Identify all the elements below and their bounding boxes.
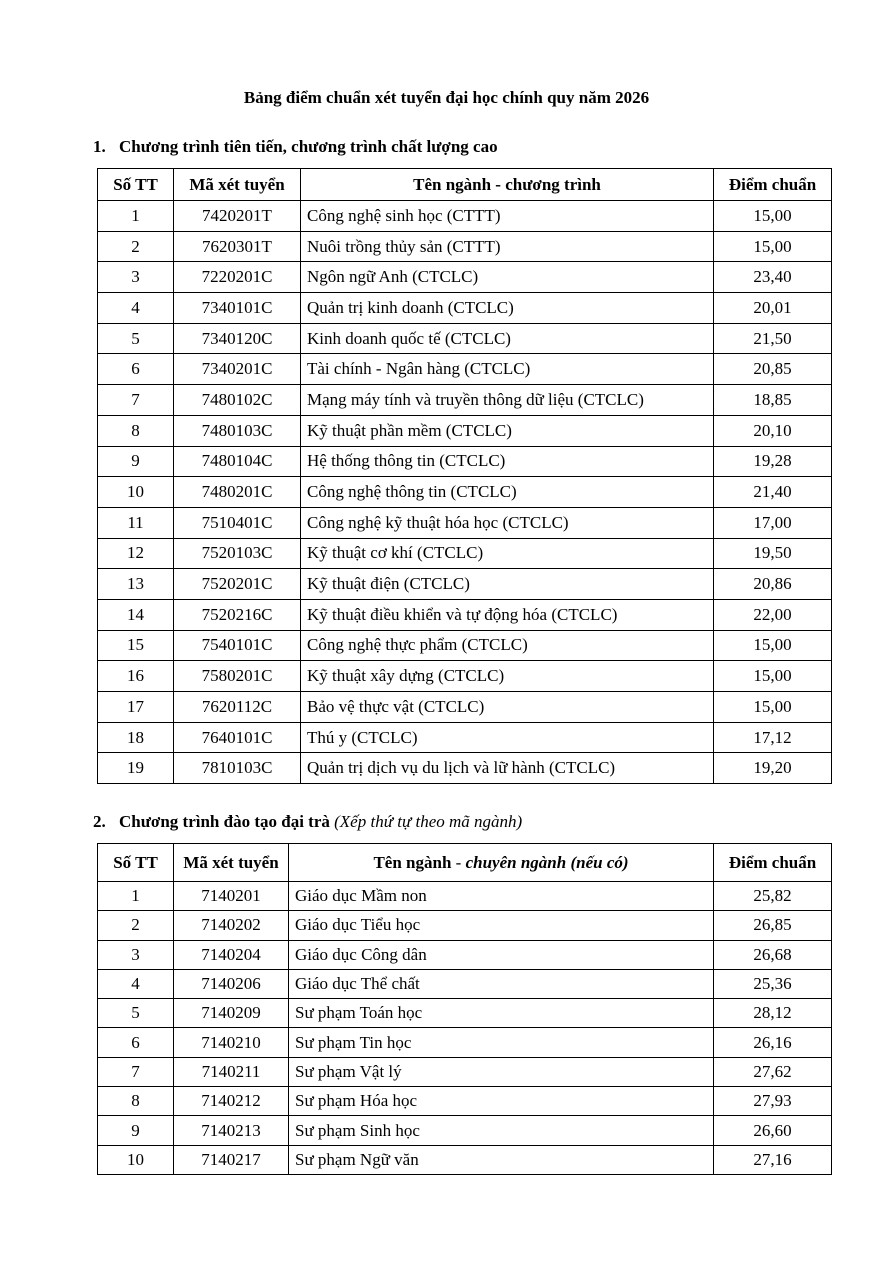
table-row (98, 940, 832, 969)
cell-code: 7510401C (174, 507, 301, 538)
cell-stt: 1 (98, 201, 174, 232)
cell-stt: 7 (98, 1057, 174, 1086)
cell-score: 15,00 (714, 201, 832, 232)
cell-score: 25,82 (714, 882, 832, 911)
cell-stt: 4 (98, 293, 174, 324)
cell-score: 19,20 (714, 753, 832, 784)
cell-score: 18,85 (714, 385, 832, 416)
cell-score: 26,60 (714, 1116, 832, 1145)
cell-code: 7620112C (174, 692, 301, 723)
section-1-title: Chương trình tiên tiến, chương trình chất lượng cao (119, 137, 498, 156)
cell-program-name: Sư phạm Toán học (289, 999, 714, 1028)
cell-code: 7480104C (174, 446, 301, 477)
cell-score: 26,68 (714, 940, 832, 969)
cell-code: 7620301T (174, 231, 301, 262)
cell-program-name: Quản trị kinh doanh (CTCLC) (301, 293, 714, 324)
cell-program-name: Công nghệ kỹ thuật hóa học (CTCLC) (301, 507, 714, 538)
cell-code: 7140202 (174, 911, 289, 940)
cell-score: 21,50 (714, 323, 832, 354)
cell-stt: 16 (98, 661, 174, 692)
section-2-title: Chương trình đào tạo đại trà (119, 812, 330, 831)
cell-program-name: Kỹ thuật cơ khí (CTCLC) (301, 538, 714, 569)
cell-stt: 1 (98, 882, 174, 911)
cell-score: 15,00 (714, 692, 832, 723)
cell-score: 26,16 (714, 1028, 832, 1057)
cell-program-name: Mạng máy tính và truyền thông dữ liệu (CTCLC) (301, 385, 714, 416)
cell-score: 17,00 (714, 507, 832, 538)
cell-stt: 12 (98, 538, 174, 569)
cell-stt: 8 (98, 415, 174, 446)
cell-stt: 8 (98, 1087, 174, 1116)
cell-program-name: Giáo dục Công dân (289, 940, 714, 969)
cell-program-name: Nuôi trồng thủy sản (CTTT) (301, 231, 714, 262)
cell-program-name: Kỹ thuật phần mềm (CTCLC) (301, 415, 714, 446)
cell-score: 22,00 (714, 599, 832, 630)
cell-code: 7520103C (174, 538, 301, 569)
cell-stt: 3 (98, 940, 174, 969)
cell-program-name: Công nghệ thực phẩm (CTCLC) (301, 630, 714, 661)
section-2-heading (93, 812, 522, 832)
cell-code: 7140212 (174, 1087, 289, 1116)
header-code: Mã xét tuyển (174, 169, 301, 201)
header-stt: Số TT (98, 844, 174, 882)
cell-program-name: Sư phạm Sinh học (289, 1116, 714, 1145)
cell-code: 7340120C (174, 323, 301, 354)
cell-stt: 7 (98, 385, 174, 416)
cell-program-name: Giáo dục Thể chất (289, 969, 714, 998)
cell-score: 20,85 (714, 354, 832, 385)
cell-program-name: Tài chính - Ngân hàng (CTCLC) (301, 354, 714, 385)
cell-score: 20,86 (714, 569, 832, 600)
cell-program-name: Công nghệ sinh học (CTTT) (301, 201, 714, 232)
table-row (98, 262, 832, 293)
cell-score: 19,28 (714, 446, 832, 477)
header-program-name: Tên ngành - chương trình (301, 169, 714, 201)
cell-program-name: Bảo vệ thực vật (CTCLC) (301, 692, 714, 723)
cell-code: 7480103C (174, 415, 301, 446)
table-row (98, 753, 832, 784)
cell-stt: 10 (98, 1145, 174, 1174)
cell-program-name: Ngôn ngữ Anh (CTCLC) (301, 262, 714, 293)
table-row (98, 599, 832, 630)
cell-code: 7810103C (174, 753, 301, 784)
table-row (98, 415, 832, 446)
cell-stt: 17 (98, 692, 174, 723)
cell-stt: 6 (98, 354, 174, 385)
cell-program-name: Quản trị dịch vụ du lịch và lữ hành (CTCLC) (301, 753, 714, 784)
cell-code: 7480201C (174, 477, 301, 508)
cell-score: 27,93 (714, 1087, 832, 1116)
cell-score: 15,00 (714, 630, 832, 661)
cell-stt: 18 (98, 722, 174, 753)
cell-stt: 19 (98, 753, 174, 784)
cell-stt: 4 (98, 969, 174, 998)
table-row (98, 969, 832, 998)
cell-score: 15,00 (714, 231, 832, 262)
table-row (98, 446, 832, 477)
cell-code: 7520216C (174, 599, 301, 630)
table-row (98, 999, 832, 1028)
cell-stt: 2 (98, 231, 174, 262)
cell-score: 26,85 (714, 911, 832, 940)
cell-stt: 6 (98, 1028, 174, 1057)
table-row (98, 882, 832, 911)
cell-code: 7340101C (174, 293, 301, 324)
cell-program-name: Giáo dục Tiểu học (289, 911, 714, 940)
cell-score: 23,40 (714, 262, 832, 293)
table-row (98, 661, 832, 692)
table-standard-programs (97, 843, 832, 1175)
cell-stt: 9 (98, 446, 174, 477)
cell-program-name: Sư phạm Vật lý (289, 1057, 714, 1086)
table-row (98, 1145, 832, 1174)
cell-code: 7140217 (174, 1145, 289, 1174)
cell-stt: 14 (98, 599, 174, 630)
cell-program-name: Thú y (CTCLC) (301, 722, 714, 753)
table-row (98, 323, 832, 354)
header-stt: Số TT (98, 169, 174, 201)
table-advanced-programs (97, 168, 832, 784)
cell-program-name: Giáo dục Mầm non (289, 882, 714, 911)
section-2-number: 2. (93, 812, 106, 831)
cell-code: 7480102C (174, 385, 301, 416)
cell-stt: 5 (98, 323, 174, 354)
cell-code: 7520201C (174, 569, 301, 600)
cell-code: 7420201T (174, 201, 301, 232)
header-name-italic: chuyên ngành (nếu có) (465, 852, 629, 872)
cell-code: 7540101C (174, 630, 301, 661)
table-row (98, 293, 832, 324)
table-row (98, 630, 832, 661)
table-row (98, 354, 832, 385)
cell-stt: 2 (98, 911, 174, 940)
cell-program-name: Công nghệ thông tin (CTCLC) (301, 477, 714, 508)
cell-stt: 3 (98, 262, 174, 293)
cell-code: 7640101C (174, 722, 301, 753)
cell-score: 25,36 (714, 969, 832, 998)
cell-stt: 9 (98, 1116, 174, 1145)
cell-code: 7340201C (174, 354, 301, 385)
section-1-heading (93, 137, 498, 157)
cell-program-name: Kỹ thuật điều khiển và tự động hóa (CTCLC) (301, 599, 714, 630)
cell-stt: 11 (98, 507, 174, 538)
cell-code: 7140211 (174, 1057, 289, 1086)
cell-program-name: Kỹ thuật điện (CTCLC) (301, 569, 714, 600)
cell-code: 7140210 (174, 1028, 289, 1057)
header-program-name (289, 844, 714, 882)
cell-code: 7140206 (174, 969, 289, 998)
table-row (98, 477, 832, 508)
cell-code: 7220201C (174, 262, 301, 293)
cell-program-name: Hệ thống thông tin (CTCLC) (301, 446, 714, 477)
cell-code: 7140204 (174, 940, 289, 969)
cell-code: 7580201C (174, 661, 301, 692)
cell-stt: 5 (98, 999, 174, 1028)
cell-program-name: Sư phạm Hóa học (289, 1087, 714, 1116)
page-title: Bảng điểm chuẩn xét tuyển đại học chính quy năm 2026 (243, 88, 650, 107)
section-2-note: (Xếp thứ tự theo mã ngành) (334, 812, 523, 831)
cell-score: 20,01 (714, 293, 832, 324)
cell-program-name: Sư phạm Ngữ văn (289, 1145, 714, 1174)
table-header-row (98, 844, 832, 882)
table-header-row (98, 169, 832, 201)
table-row (98, 1116, 832, 1145)
cell-score: 21,40 (714, 477, 832, 508)
section-1-number: 1. (93, 137, 106, 156)
cell-program-name: Sư phạm Tin học (289, 1028, 714, 1057)
table-row (98, 722, 832, 753)
cell-score: 15,00 (714, 661, 832, 692)
cell-score: 27,62 (714, 1057, 832, 1086)
table-row (98, 538, 832, 569)
cell-score: 20,10 (714, 415, 832, 446)
table-row (98, 507, 832, 538)
table-row (98, 569, 832, 600)
table-row (98, 201, 832, 232)
cell-score: 28,12 (714, 999, 832, 1028)
cell-program-name: Kỹ thuật xây dựng (CTCLC) (301, 661, 714, 692)
table-row (98, 231, 832, 262)
header-name-separator: - (451, 852, 466, 872)
cell-code: 7140213 (174, 1116, 289, 1145)
cell-score: 17,12 (714, 722, 832, 753)
header-code: Mã xét tuyển (174, 844, 289, 882)
cell-score: 19,50 (714, 538, 832, 569)
cell-stt: 13 (98, 569, 174, 600)
table-row (98, 1057, 832, 1086)
header-score: Điểm chuẩn (714, 844, 832, 882)
table-row (98, 692, 832, 723)
table-row (98, 385, 832, 416)
cell-stt: 15 (98, 630, 174, 661)
cell-program-name: Kinh doanh quốc tế (CTCLC) (301, 323, 714, 354)
table-row (98, 1028, 832, 1057)
header-score: Điểm chuẩn (714, 169, 832, 201)
table-row (98, 1087, 832, 1116)
table-row (98, 911, 832, 940)
cell-code: 7140209 (174, 999, 289, 1028)
cell-score: 27,16 (714, 1145, 832, 1174)
header-name-bold: Tên ngành (373, 852, 452, 872)
cell-code: 7140201 (174, 882, 289, 911)
cell-stt: 10 (98, 477, 174, 508)
